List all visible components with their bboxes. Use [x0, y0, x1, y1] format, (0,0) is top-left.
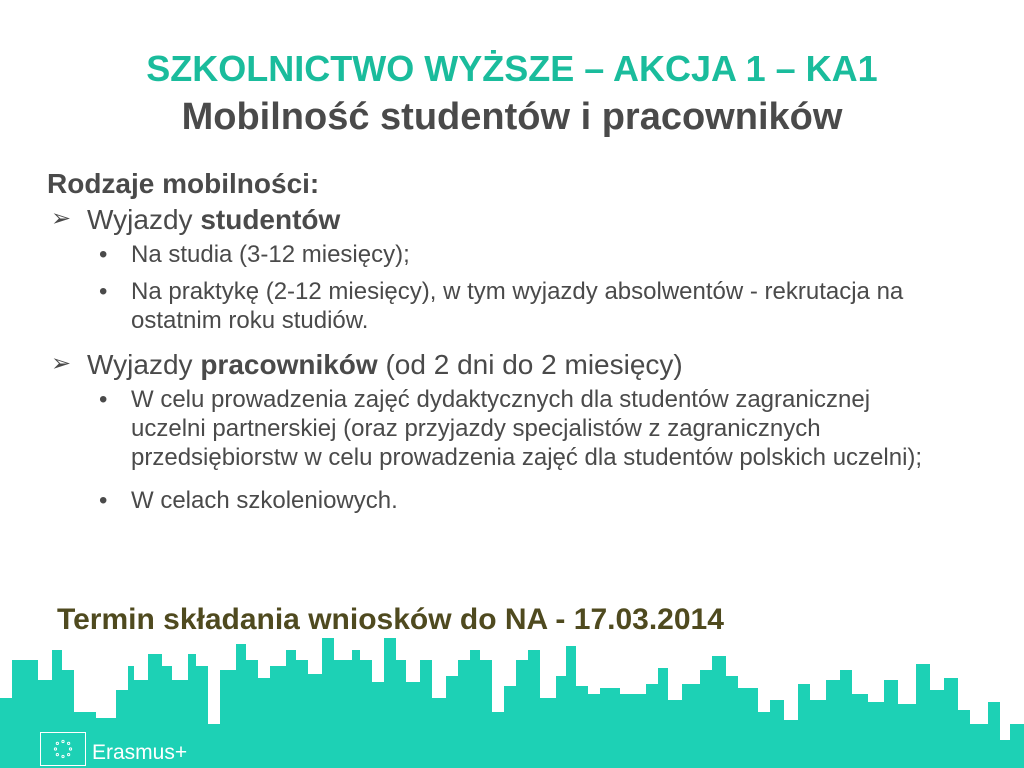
dot-bullet-icon: •: [99, 386, 108, 413]
list-item: [47, 277, 947, 335]
arrow-bullet-icon: ➢: [51, 205, 72, 232]
section-prefix: Wyjazdy: [87, 349, 201, 380]
section-suffix: (od 2 dni do 2 miesięcy): [377, 349, 683, 380]
deadline-text: Termin składania wniosków do NA - 17.03.2014: [57, 603, 724, 636]
arrow-bullet-icon: ➢: [51, 350, 72, 377]
section-prefix: Wyjazdy: [87, 204, 201, 235]
list-item-text: Na studia (3-12 miesięcy);: [131, 241, 410, 268]
dot-bullet-icon: •: [99, 278, 108, 305]
dot-bullet-icon: •: [99, 487, 108, 514]
list-item: [47, 385, 947, 472]
list-item-text: W celu prowadzenia zajęć dydaktycznych dla studentów zagranicznej uczelni partnerskiej (oraz przyjazdy specjalistów z zagranicznych przedsiębiorstw w celu prowadzenia zajęć dla studentów polskich uczelni);: [131, 386, 923, 471]
slide-subtitle: Mobilność studentów i pracowników: [181, 96, 843, 138]
erasmus-plus-logo-text: Erasmus+: [92, 741, 188, 764]
slide-title: SZKOLNICTWO WYŻSZE – AKCJA 1 – KA1: [146, 48, 878, 89]
content-heading: Rodzaje mobilności:: [47, 168, 320, 199]
section-bold: studentów: [200, 204, 341, 235]
list-item-text: Na praktykę (2-12 miesięcy), w tym wyjazdy absolwentów - rekrutacja na ostatnim roku studiów.: [131, 278, 904, 334]
section-staff: [47, 349, 947, 381]
section-bold: pracowników: [200, 349, 378, 380]
section-students: [47, 204, 947, 236]
content-area: [47, 168, 947, 523]
eu-flag-icon: [40, 732, 86, 766]
dot-bullet-icon: •: [99, 241, 108, 268]
list-item: [47, 240, 947, 269]
list-item-text: W celach szkoleniowych.: [131, 487, 398, 514]
list-item: [47, 486, 947, 515]
